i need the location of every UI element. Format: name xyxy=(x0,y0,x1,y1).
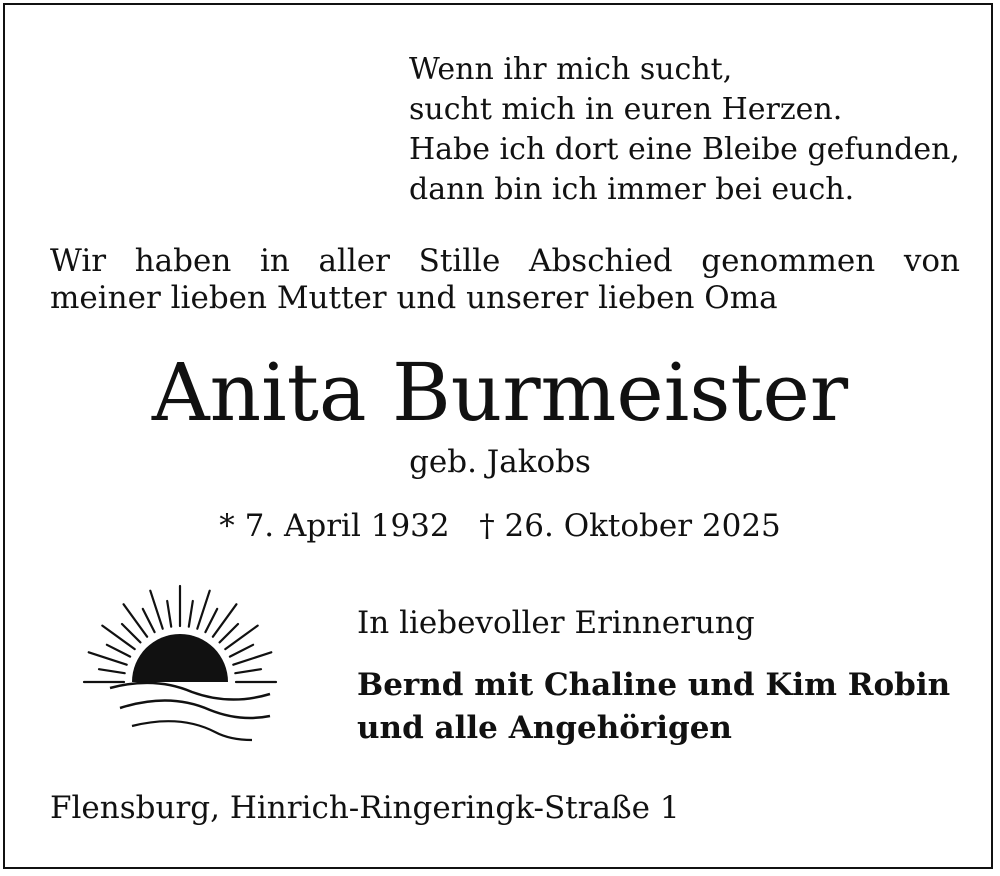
poem-line: Wenn ihr mich sucht, xyxy=(409,52,733,87)
life-dates: * 7. April 1932 † 26. Oktober 2025 xyxy=(219,508,781,544)
poem-line: sucht mich in euren Herzen. xyxy=(409,92,843,127)
mourner-line: und alle Angehörigen xyxy=(357,710,732,746)
sun-ray xyxy=(122,624,140,642)
sun-ray xyxy=(205,609,217,632)
sun-disc xyxy=(132,634,228,682)
sun-ray xyxy=(99,669,125,673)
poem-line: Habe ich dort eine Bleibe gefunden, xyxy=(409,132,960,167)
intro-text xyxy=(50,243,960,317)
sun-ray xyxy=(230,645,253,657)
sun-ray xyxy=(89,652,127,664)
deceased-name: Anita Burmeister xyxy=(151,346,849,439)
poem xyxy=(409,50,960,210)
sun-ray xyxy=(220,624,238,642)
sun-ray xyxy=(167,601,171,627)
sun-ray xyxy=(150,591,162,629)
setting-sun-icon xyxy=(80,580,280,750)
address: Flensburg, Hinrich-Ringeringk-Straße 1 xyxy=(50,790,680,826)
sun-ray xyxy=(189,601,193,627)
sun-ray xyxy=(233,652,271,664)
sun-ray xyxy=(107,645,130,657)
mourner-line: Bernd mit Chaline und Kim Robin xyxy=(357,667,951,703)
remembrance-line: In liebevoller Erinnerung xyxy=(357,605,755,641)
sun-ray xyxy=(235,669,261,673)
sun-ray xyxy=(143,609,155,632)
sun-ray xyxy=(197,591,209,629)
maiden-name: geb. Jakobs xyxy=(409,444,591,480)
mourners-signature xyxy=(357,664,950,750)
hill-line-lower xyxy=(132,721,252,740)
poem-line: dann bin ich immer bei euch. xyxy=(409,172,855,207)
setting-sun-graphic xyxy=(80,580,280,750)
intro-line: meiner lieben Mutter und unserer lieben Oma xyxy=(50,280,778,316)
intro-line: Wir haben in aller Stille Abschied genommen von xyxy=(50,243,960,279)
